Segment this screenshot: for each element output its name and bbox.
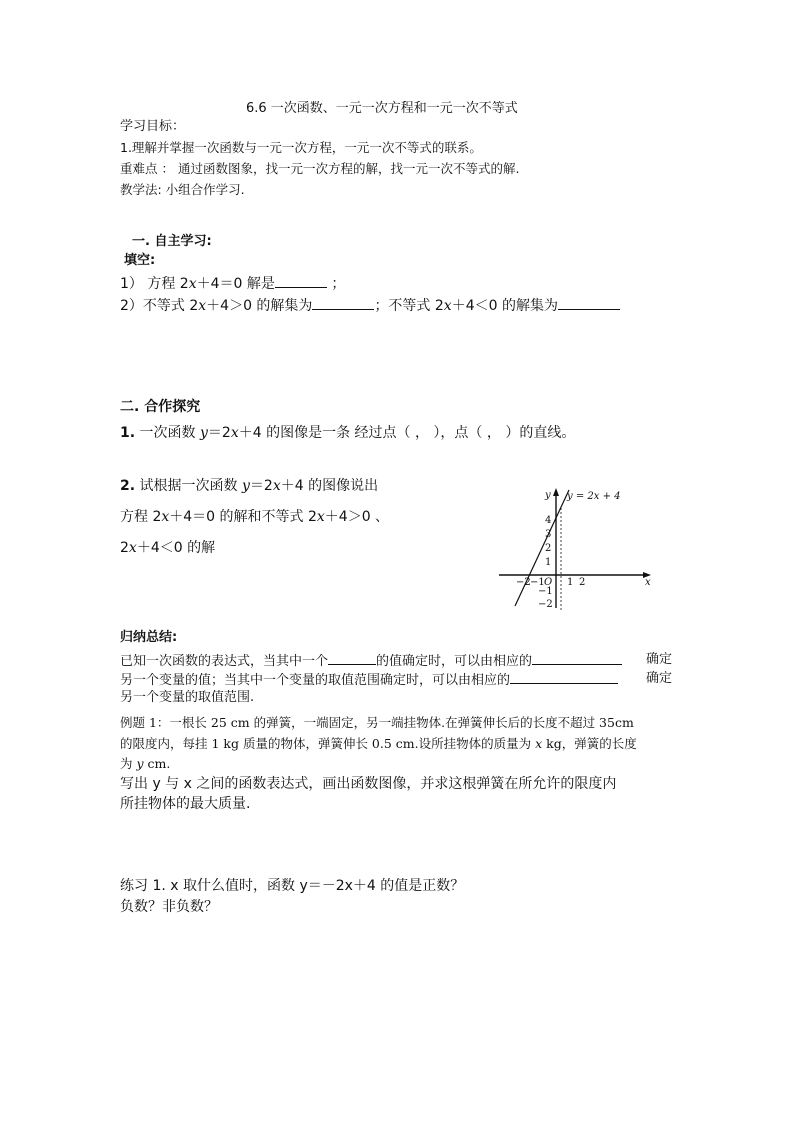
s1-post: 确定 [646,652,673,667]
p2-x: x [272,478,281,494]
fill-label: 填空: [124,253,156,268]
s1-mid: 的值确定时，可以由相应的 [376,654,533,669]
p1-post: ＋4 的图像是一条 经过点（ ， ），点（ ， ）的直线。 [238,425,576,441]
q2-answer-blank-1[interactable] [312,297,374,310]
q1-end: ； [326,276,346,292]
e3-post: cm. [143,756,171,771]
summary-line-2 [120,671,673,689]
summary-blank-3[interactable] [510,671,618,684]
y-tick-neg2: −2 [538,599,553,610]
question-2 [120,297,620,314]
question-1 [120,275,345,292]
summary-line-1 [120,652,673,670]
x-tick-neg2: −2 [516,577,531,588]
p2-l2-mid: ＋4＝0 的解和不等式 2 [169,509,317,525]
example-line-2 [120,736,637,752]
e2-x: x [535,736,543,751]
y-axis-arrow [553,488,559,496]
x-tick-1: 1 [567,577,574,588]
y-tick-3: 3 [545,529,552,540]
problem-2-line-3 [120,540,215,556]
x-tick-neg1: −1 [530,577,545,588]
p2-y: y [241,478,250,494]
q2-answer-blank-2[interactable] [558,297,620,310]
p1-x: x [230,425,239,441]
function-graph [495,484,685,612]
e2-pre: 的限度内，每挂 1 kg 质量的物体，弹簧伸长 0.5 cm.设所挂物体的质量为 [120,736,536,751]
q2-var: x [198,298,207,314]
p2-l2-x: x [161,509,170,525]
p2-num: 2. [120,478,136,494]
p2-l3-x: x [128,540,137,556]
problem-2-line-2 [120,509,389,525]
y-axis-label: y [545,490,551,501]
p2-l2-x2: x [316,509,325,525]
p2-pre: 试根据一次函数 [135,478,242,494]
y-tick-1: 1 [545,557,552,568]
p1-pre: 一次函数 [135,425,200,441]
y-tick-4: 4 [545,515,552,526]
summary-heading: 归纳总结: [120,630,178,645]
p2-l3-post: ＋4＜0 的解 [136,540,216,556]
example-line-5: 所挂物体的最大质量. [120,796,251,812]
p2-eq: ＝2 [249,478,273,494]
origin-label: O [544,577,553,588]
objectives-label: 学习目标： [120,119,186,134]
example-line-4: 写出 y 与 x 之间的函数表达式，画出函数图像，并求这根弹簧在所允许的限度内 [120,776,617,792]
summary-blank-2[interactable] [532,652,622,665]
summary-blank-1[interactable] [328,652,376,665]
s2-pre: 另一个变量的值；当其中一个变量的取值范围确定时，可以由相应的 [120,673,511,688]
x-tick-2: 2 [579,577,586,588]
example-line-3 [120,756,170,772]
q1-answer-blank[interactable] [275,275,327,288]
y-tick-2: 2 [545,543,552,554]
p2-l3-pre: 2 [120,540,129,556]
p1-eq: ＝2 [207,425,231,441]
p2-l2-post: ＋4＞0 、 [324,509,390,525]
key-points: 重难点 ： 通过函数图象，找一元一次方程的解，找一元一次不等式的解. [120,161,520,176]
q1-post: ＋4＝0 解是 [196,276,275,292]
exercise-line-1: 练习 1. x 取什么值时，函数 y＝－2x＋4 的值是正数？ [120,878,465,894]
p2-l2-pre: 方程 2 [120,509,162,525]
q1-var: x [188,276,197,292]
section2-heading: 二. 合作探究 [120,399,201,415]
y-tick-neg1: −1 [538,586,553,597]
s2-post: 确定 [646,671,673,686]
p1-y: y [199,425,208,441]
x-axis-label: x [645,577,651,588]
objective-1: 1.理解并掌握一次函数与一元一次方程，一元一次不等式的联系。 [120,140,482,155]
teaching-method: 教学法: 小组合作学习. [120,182,245,197]
problem-2-line-1 [120,478,378,494]
page-title: 6.6 一次函数、一元一次方程和一元一次不等式 [246,101,518,116]
example-line-1: 例题 1：一根长 25 cm 的弹簧，一端固定，另一端挂物体.在弹簧伸长后的长度不超过 35cm [120,715,634,730]
problem-1 [120,425,575,441]
q2-mid2: ；不等式 2 [374,298,444,314]
p2-post: ＋4 的图像说出 [280,478,379,494]
q2-pre: 2）不等式 2 [120,298,199,314]
e2-post: kg，弹簧的长度 [542,736,637,751]
q1-pre: 1） 方程 2 [120,276,189,292]
q2-post: ＋4＜0 的解集为 [451,298,558,314]
q2-var2: x [443,298,452,314]
section1-heading: 一. 自主学习: [132,234,212,249]
p1-num: 1. [120,425,136,441]
q2-mid: ＋4＞0 的解集为 [206,298,313,314]
e3-y: y [136,756,144,771]
line-label: y = 2x + 4 [567,491,621,502]
summary-line-3: 另一个变量的取值范围. [120,690,255,705]
s1-pre: 已知一次函数的表达式，当其中一个 [120,654,329,669]
e3-pre: 为 [120,756,137,771]
exercise-line-2: 负数？非负数？ [120,899,218,915]
